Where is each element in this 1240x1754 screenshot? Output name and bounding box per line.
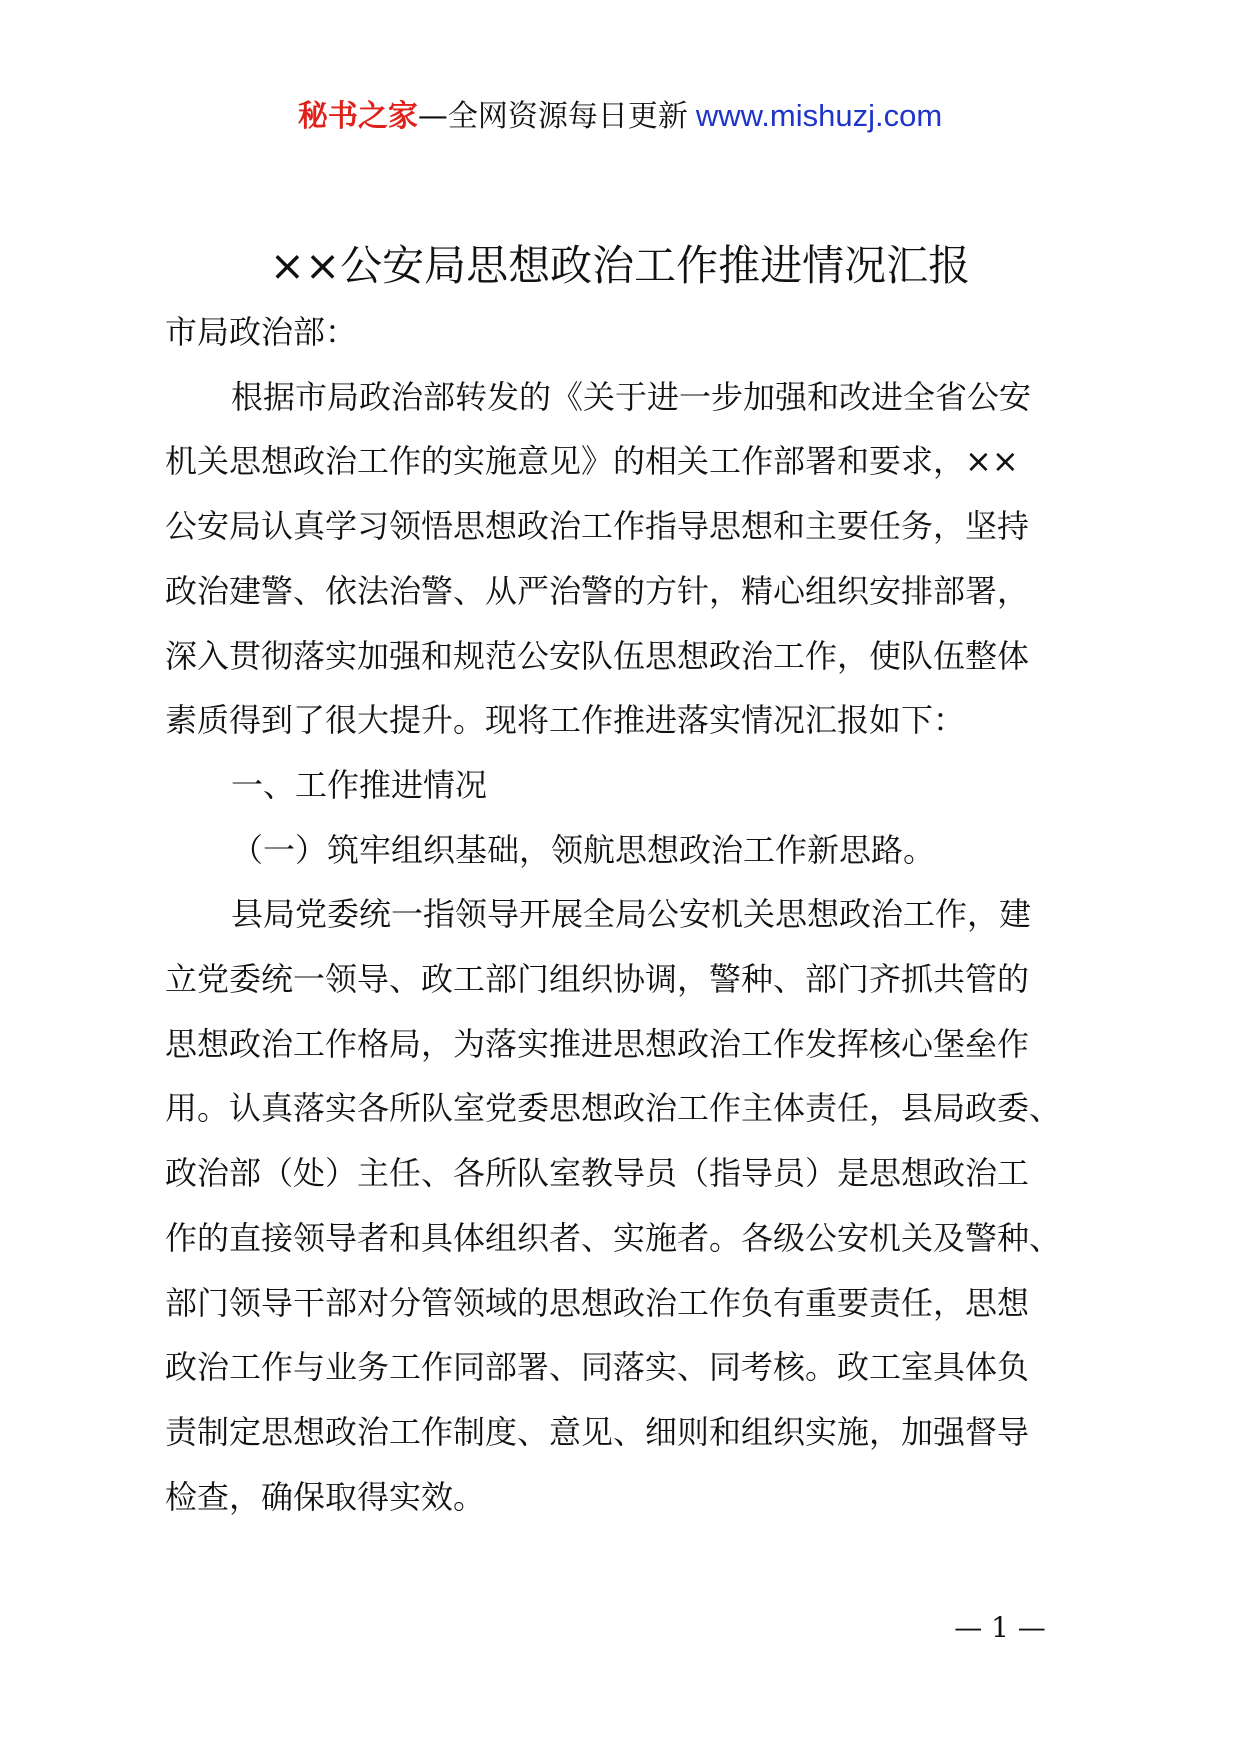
paragraph-2-line: 部门领导干部对分管领域的思想政治工作负有重要责任，思想 <box>165 1283 1030 1322</box>
site-brand: 秘书之家 <box>297 99 418 134</box>
paragraph-1-line: 政治建警、依法治警、从严治警的方针，精心组织安排部署， <box>165 571 1030 610</box>
salutation: 市局政治部： <box>165 313 358 351</box>
paragraph-2-line: 县局党委统一指领导开展全局公安机关思想政治工作，建 <box>231 895 1032 934</box>
paragraph-2-line: 检查，确保取得实效。 <box>165 1477 486 1516</box>
paragraph-2-line: 政治工作与业务工作同部署、同落实、同考核。政工室具体负 <box>165 1348 1030 1387</box>
paragraph-2-line: 政治部（处）主任、各所队室教导员（指导员）是思想政治工 <box>165 1154 1030 1193</box>
paragraph-1-line: 素质得到了很大提升。现将工作推进落实情况汇报如下： <box>165 701 966 740</box>
paragraph-2-line: 作的直接领导者和具体组织者、实施者。各级公安机关及警种、 <box>165 1218 1062 1257</box>
document-body <box>165 300 1095 1529</box>
paragraph-2-line: 思想政治工作格局，为落实推进思想政治工作发挥核心堡垒作 <box>165 1024 1030 1063</box>
site-tagline: —全网资源每日更新 <box>417 99 688 134</box>
site-header <box>0 96 1240 137</box>
site-url-link[interactable]: www.mishuzj.com <box>695 98 943 133</box>
document-title: ××公安局思想政治工作推进情况汇报 <box>269 241 971 290</box>
paragraph-2-line: 立党委统一领导、政工部门组织协调，警种、部门齐抓共管的 <box>165 960 1030 999</box>
paragraph-1-line: 根据市局政治部转发的《关于进一步加强和改进全省公安 <box>231 377 1032 416</box>
paragraph-2-line: 责制定思想政治工作制度、意见、细则和组织实施，加强督导 <box>165 1412 1030 1451</box>
subsection-heading: （一）筑牢组织基础，领航思想政治工作新思路。 <box>231 830 936 869</box>
section-heading: 一、工作推进情况 <box>231 765 488 804</box>
paragraph-1-line: 深入贯彻落实加强和规范公安队伍思想政治工作，使队伍整体 <box>165 636 1030 675</box>
paragraph-2-line: 用。认真落实各所队室党委思想政治工作主体责任，县局政委、 <box>165 1089 1062 1128</box>
page-number: — 1 — <box>954 1611 1046 1644</box>
paragraph-1-line: 公安局认真学习领悟思想政治工作指导思想和主要任务，坚持 <box>165 507 1030 546</box>
paragraph-1-line: 机关思想政治工作的实施意见》的相关工作部署和要求，×× <box>165 442 1019 481</box>
